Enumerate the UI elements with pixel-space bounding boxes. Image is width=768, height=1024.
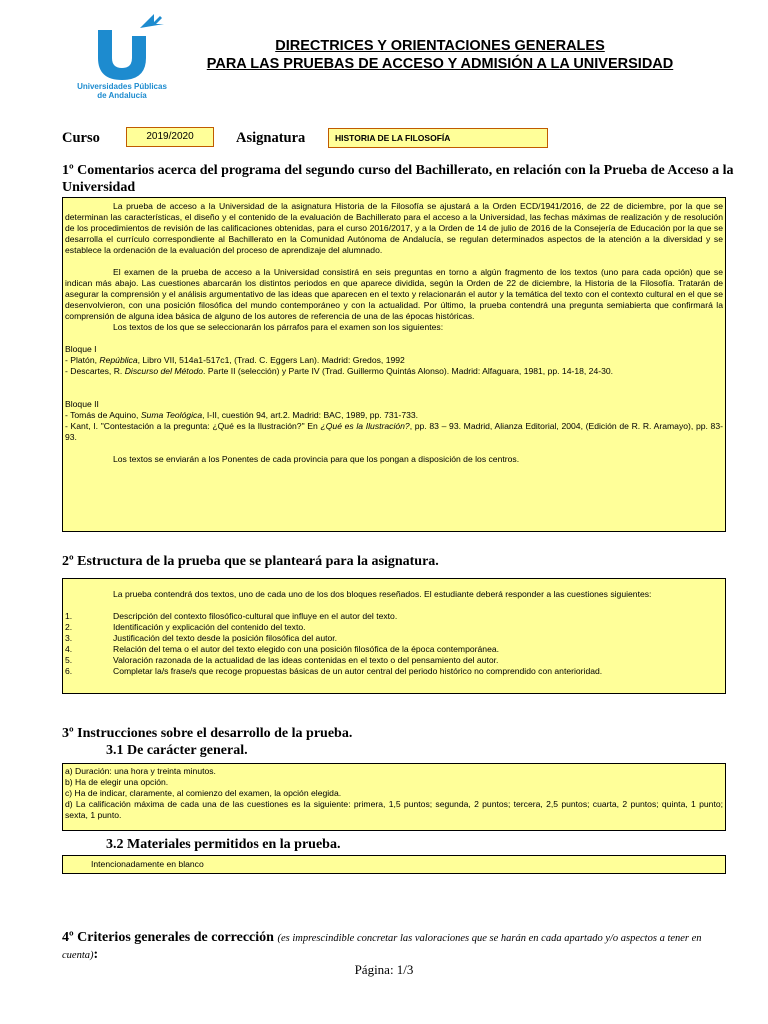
section2-item-text: Relación del tema o el autor del texto elegido con una posición filosófica de la época contemporánea. bbox=[113, 644, 500, 654]
section2-item-number: 1. bbox=[65, 611, 73, 621]
section2-title: 2º Estructura de la prueba que se planteará para la asignatura. bbox=[62, 554, 439, 569]
section4-note: (es imprescindible concretar las valoraciones que se harán en cada apartado y/o aspectos a tener en cuenta) bbox=[62, 933, 702, 961]
section2-item-number: 5. bbox=[65, 655, 73, 665]
section1-paragraph2: El examen de la prueba de acceso a la Universidad consistirá en seis preguntas en torno a algún fragmento de los textos (uno para cada opción) que se indican más abajo. Las cuestiones abarcarán los distintos periodos en que aparece dividida, según la Orden de 22 de diciembre, la Historia de la Filosofía. Tratarán de asegurar la comprensión y el análisis argumentativo de las ideas que aparecen en el texto y relacionarán el autor y la temática del texto con el contexto cultural en el que se desenvolvieron, con una posición filosófica del mundo contemporáneo y con la actualidad. Por último, la prueba contendrá una pregunta semiabierta que confirmará la comprensión de alguna idea básica de alguno de los autores de referencia de una de las épocas históricas. bbox=[65, 267, 723, 321]
bloque1-item1: - Platón, República, Libro VII, 514a1-517c1, (Trad. C. Eggers Lan). Madrid: Gredos, 1992 bbox=[65, 355, 405, 365]
page-number: Página: 1/3 bbox=[354, 962, 414, 977]
section2-item-text: Justificación del texto desde la posición filosófica del autor. bbox=[113, 633, 338, 643]
section3-item: b) Ha de elegir una opción. bbox=[65, 777, 169, 787]
section3-item: a) Duración: una hora y treinta minutos. bbox=[65, 766, 216, 776]
section3-title: 3º Instrucciones sobre el desarrollo de la prueba. bbox=[62, 726, 353, 741]
section2-item-number: 2. bbox=[65, 622, 73, 632]
section3-subtitle2: 3.2 Materiales permitidos en la prueba. bbox=[106, 837, 341, 852]
section3-subtitle1: 3.1 De carácter general. bbox=[106, 743, 248, 758]
section3-item: c) Ha de indicar, claramente, al comienzo del examen, la opción elegida. bbox=[65, 788, 342, 798]
section2-item-number: 4. bbox=[65, 644, 73, 654]
u-logo-icon bbox=[62, 12, 182, 82]
universidades-logo bbox=[62, 12, 182, 104]
section3-general-box bbox=[62, 763, 726, 831]
curso-label: Curso bbox=[62, 130, 100, 146]
section2-item bbox=[65, 611, 723, 622]
document-title-line2: PARA LAS PRUEBAS DE ACCESO Y ADMISIÓN A LA UNIVERSIDAD bbox=[206, 56, 674, 72]
bloque1-title: Bloque I bbox=[65, 344, 97, 354]
section2-item-text: Identificación y explicación del contenido del texto. bbox=[113, 622, 306, 632]
logo-text-line1: Universidades Públicas bbox=[77, 82, 167, 91]
bloque2-item2: - Kant, I. "Contestación a la pregunta: ¿Qué es la Ilustración?" En ¿Qué es la Ilustración?, pp. 83 – 93. Madrid, Alianza Editorial, 2004, (Edición de R. R. Aramayo), pp. 83-93. bbox=[65, 421, 723, 442]
section2-item-text: Descripción del contexto filosófico-cultural que influye en el autor del texto. bbox=[113, 611, 398, 621]
section4-colon: : bbox=[93, 947, 99, 962]
asignatura-value: HISTORIA DE LA FILOSOFÍA bbox=[328, 128, 548, 148]
section1-box bbox=[62, 197, 726, 532]
section3-list bbox=[65, 766, 723, 821]
section2-item-number: 6. bbox=[65, 666, 73, 676]
section3-item: d) La calificación máxima de cada una de las cuestiones es la siguiente: primera, 1,5 puntos; segunda, 2 puntos; tercera, 2,5 puntos; cuarta, 2 puntos; quinta, 1 punto; sexta, 1 punto. bbox=[65, 799, 723, 820]
section2-item-text: Completar la/s frase/s que recoge propuestas básicas de un autor central del periodo histórico no comprendido con anterioridad. bbox=[113, 666, 603, 676]
section2-item bbox=[65, 644, 723, 655]
section4-title: 4º Criterios generales de corrección bbox=[62, 930, 274, 945]
asignatura-label: Asignatura bbox=[236, 130, 306, 146]
section2-item bbox=[65, 633, 723, 644]
bloque2-title: Bloque II bbox=[65, 399, 99, 409]
bloque1-item2: - Descartes, R. Discurso del Método. Parte II (selección) y Parte IV (Trad. Guillermo Quintás Alonso). Madrid: Alfaguara, 1981, pp. 14-18, 24-30. bbox=[65, 366, 614, 376]
section2-intro: La prueba contendrá dos textos, uno de cada uno de los dos bloques reseñados. El estudiante deberá responder a las cuestiones siguientes: bbox=[113, 589, 652, 599]
section1-paragraph1: La prueba de acceso a la Universidad de la asignatura Historia de la Filosofía se ajustará a la Orden ECD/1941/2016, de 22 de diciembre, por la que se determinan las características, el diseño y el contenido de la evaluación de Bachillerato para el acceso a la Universidad, las fechas máximas de realización y de resolución de los procedimientos de revisión de las calificaciones obtenidas, para el curso 2016/2017, y a la Orden de 14 de julio de 2016 de la Consejería de Educación por la que se desarrolla el currículo correspondiente al Bachillerato en la Comunidad Autónoma de Andalucía, se regulan determinados aspectos de la atención a la diversidad y se establece la ordenación de la evaluación del proceso de aprendizaje del alumnado. bbox=[65, 201, 723, 255]
section4-heading bbox=[62, 930, 722, 964]
section3-materials-box bbox=[62, 855, 726, 874]
document-title-line1: DIRECTRICES Y ORIENTACIONES GENERALES bbox=[275, 38, 605, 54]
materials-text: Intencionadamente en blanco bbox=[91, 859, 204, 869]
logo-text-line2: de Andalucía bbox=[97, 91, 147, 100]
section2-item bbox=[65, 666, 723, 677]
bloque2-item1: - Tomás de Aquino, Suma Teológica, I-II, cuestión 94, art.2. Madrid: BAC, 1989, pp. 731-733. bbox=[65, 410, 419, 420]
section2-item-text: Valoración razonada de la actualidad de las ideas contenidas en el texto o del pensamiento del autor. bbox=[113, 655, 499, 665]
section2-box bbox=[62, 578, 726, 694]
section2-item-number: 3. bbox=[65, 633, 73, 643]
section2-item bbox=[65, 622, 723, 633]
section2-list bbox=[65, 611, 723, 677]
curso-value: 2019/2020 bbox=[126, 127, 214, 147]
section1-title: 1º Comentarios acerca del programa del segundo curso del Bachillerato, en relación con la Prueba de Acceso a la Universidad bbox=[62, 163, 734, 195]
section1-paragraph4: Los textos se enviarán a los Ponentes de cada provincia para que los pongan a disposición de los centros. bbox=[113, 454, 520, 464]
section1-paragraph3: Los textos de los que se seleccionarán los párrafos para el examen son los siguientes: bbox=[113, 322, 444, 332]
section2-item bbox=[65, 655, 723, 666]
